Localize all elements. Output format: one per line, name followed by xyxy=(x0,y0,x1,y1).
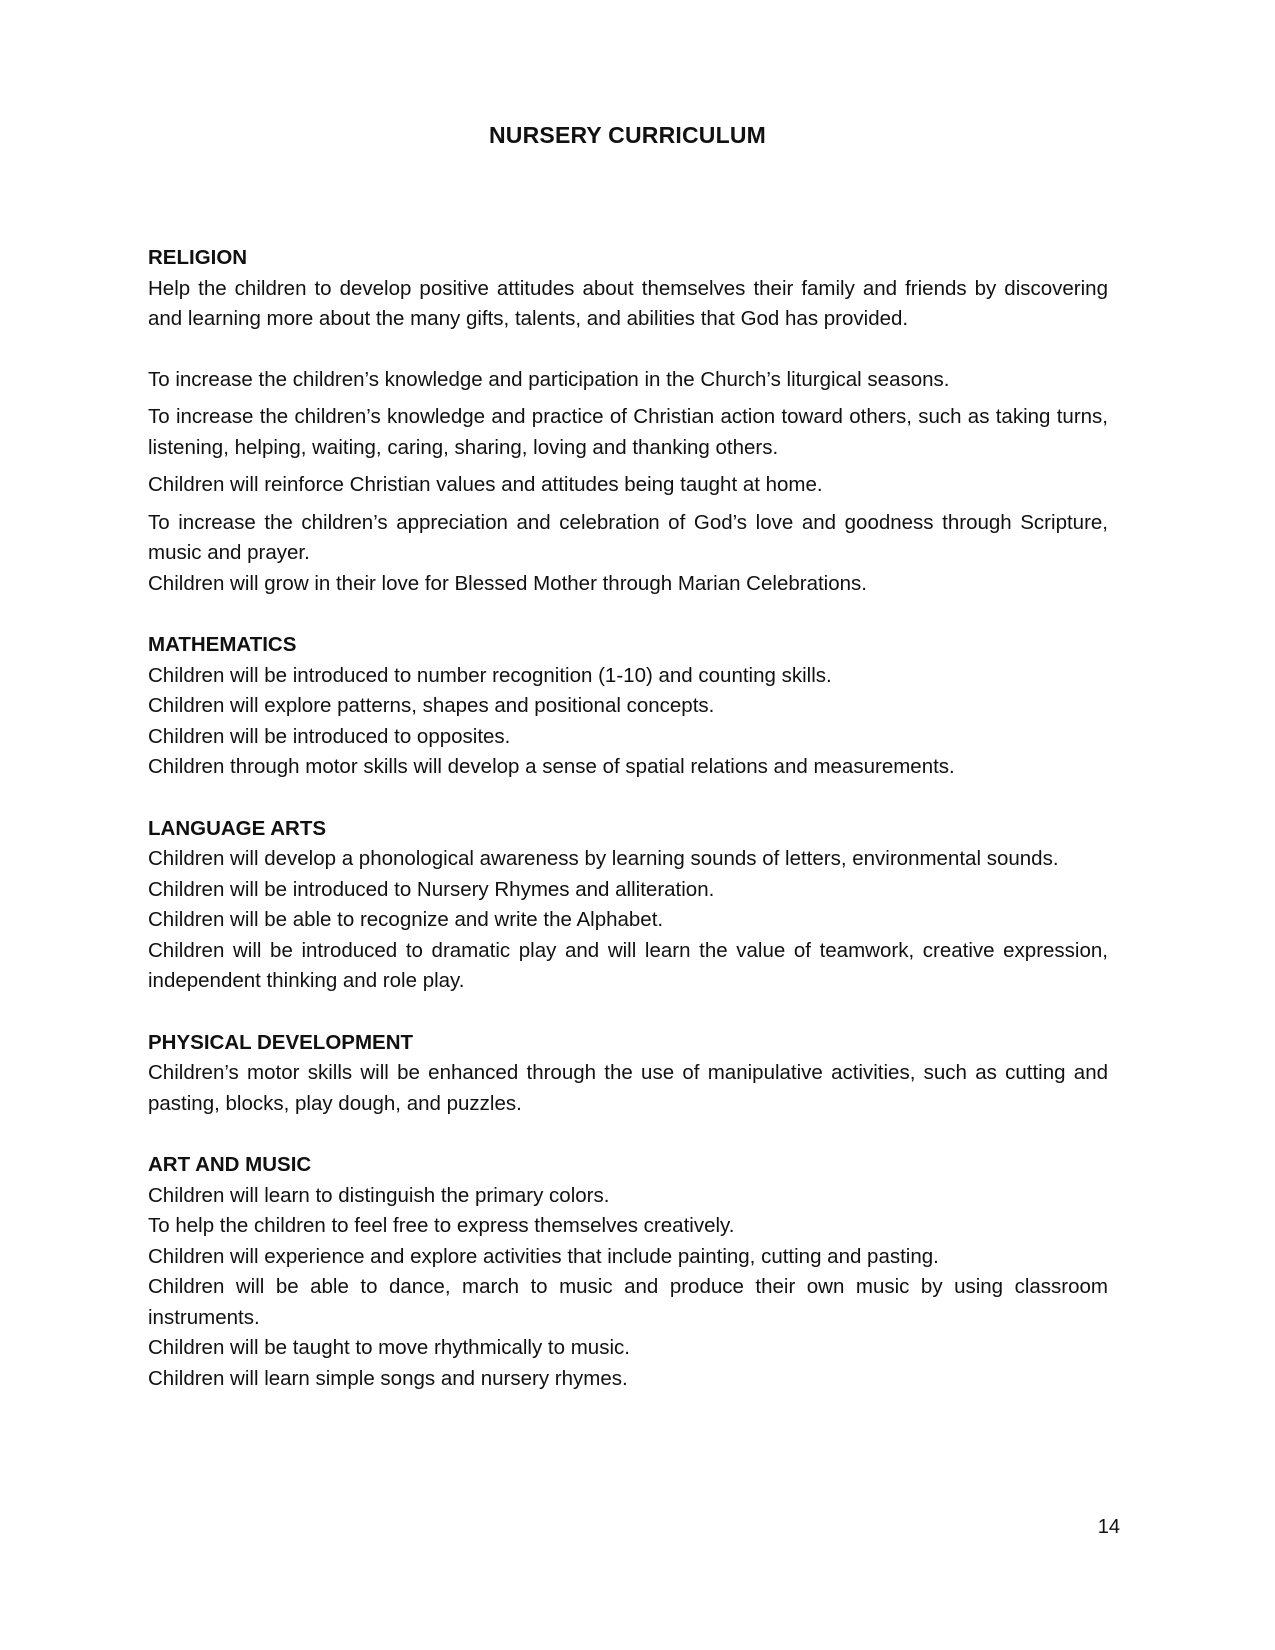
section-heading: ART AND MUSIC xyxy=(148,1153,312,1176)
paragraph: To increase the children’s appreciation and celebration of God’s love and goodness through Scripture, music and prayer. xyxy=(148,510,1108,564)
paragraph: Children will be able to recognize and write the Alphabet. xyxy=(148,908,664,931)
paragraph: To help the children to feel free to express themselves creatively. xyxy=(148,1214,735,1237)
page-number: 14 xyxy=(1097,1516,1120,1538)
paragraph: Children will be introduced to Nursery Rhymes and alliteration. xyxy=(148,877,715,901)
section-religion xyxy=(148,243,1108,599)
section-heading: PHYSICAL DEVELOPMENT xyxy=(148,1030,414,1054)
paragraph: Children will be introduced to number recognition (1-10) and counting skills. xyxy=(148,663,832,687)
curriculum-content xyxy=(148,243,1108,1425)
paragraph: Children through motor skills will develop a sense of spatial relations and measurements. xyxy=(148,755,955,778)
paragraph: Children will be taught to move rhythmically to music. xyxy=(148,1336,630,1359)
paragraph: Children will experience and explore activities that include painting, cutting and pasting. xyxy=(148,1244,939,1268)
paragraph: Children will grow in their love for Blessed Mother through Marian Celebrations. xyxy=(148,571,867,595)
section-heading: LANGUAGE ARTS xyxy=(148,816,327,840)
paragraph: Children will be introduced to dramatic play and will learn the value of teamwork, creative expression, independent thinking and role play. xyxy=(148,938,1108,992)
paragraph: To increase the children’s knowledge and practice of Christian action toward others, such as taking turns, listening, helping, waiting, caring, sharing, loving and thanking others. xyxy=(148,405,1108,459)
section-language-arts xyxy=(148,814,1108,997)
section-art-and-music xyxy=(148,1150,1108,1394)
paragraph: Children will reinforce Christian values and attitudes being taught at home. xyxy=(148,473,823,496)
paragraph: To increase the children’s knowledge and participation in the Church’s liturgical seasons. xyxy=(148,367,950,391)
paragraph: Help the children to develop positive attitudes about themselves their family and friends by discovering and learning more about the many gifts, talents, and abilities that God has provided. xyxy=(148,276,1108,330)
section-physical-development xyxy=(148,1028,1108,1120)
paragraph: Children will learn simple songs and nursery rhymes. xyxy=(148,1366,628,1390)
paragraph: Children’s motor skills will be enhanced through the use of manipulative activities, such as cutting and pasting, blocks, play dough, and puzzles. xyxy=(148,1061,1108,1115)
section-mathematics xyxy=(148,630,1108,783)
section-heading: MATHEMATICS xyxy=(148,633,297,656)
paragraph: Children will be able to dance, march to music and produce their own music by using classroom instruments. xyxy=(148,1275,1108,1329)
section-heading: RELIGION xyxy=(148,246,248,269)
paragraph: Children will be introduced to opposites. xyxy=(148,724,511,748)
paragraph: Children will develop a phonological awareness by learning sounds of letters, environmental sounds. xyxy=(148,847,1059,870)
paragraph: Children will explore patterns, shapes and positional concepts. xyxy=(148,694,715,717)
page-title: NURSERY CURRICULUM xyxy=(488,122,767,148)
paragraph: Children will learn to distinguish the primary colors. xyxy=(148,1183,610,1207)
